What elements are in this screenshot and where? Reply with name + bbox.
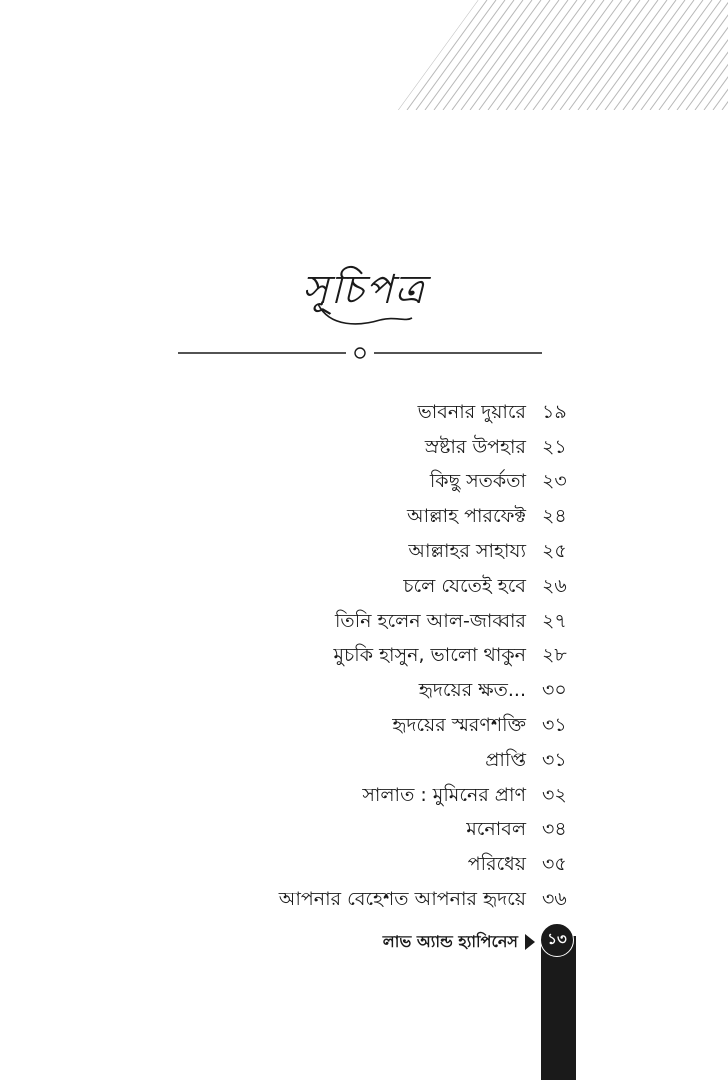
- hatch-line: [569, 0, 649, 110]
- title-divider: [178, 345, 542, 361]
- hatch-line: [524, 0, 604, 110]
- toc-entry[interactable]: [180, 534, 580, 569]
- toc-title: মনোবল: [466, 818, 526, 841]
- toc-page-number: ৩১: [542, 748, 567, 771]
- toc-page-number: ২৫: [542, 540, 567, 563]
- hatch-line: [596, 0, 676, 110]
- hatch-line: [380, 0, 460, 110]
- hatch-line: [416, 0, 496, 110]
- hatch-line: [551, 0, 631, 110]
- hatch-line: [605, 0, 685, 110]
- toc-title: হৃদয়ের স্মরণশক্তি: [392, 714, 526, 737]
- hatch-line: [434, 0, 514, 110]
- toc-title: হৃদয়ের ক্ষত...: [418, 679, 526, 702]
- page-number-badge: ১৩: [540, 923, 574, 957]
- play-arrow-icon: [524, 932, 536, 952]
- toc-page-number: ২১: [542, 435, 567, 458]
- toc-title: চলে যেতেই হবে: [403, 574, 526, 597]
- toc-page-number: ৩২: [542, 783, 567, 806]
- toc-entry[interactable]: [180, 395, 580, 430]
- hatch-line: [560, 0, 640, 110]
- hatch-line: [587, 0, 667, 110]
- toc-entry[interactable]: [180, 673, 580, 708]
- hatch-line: [623, 0, 703, 110]
- toc-title: আল্লাহ পারফেক্ট: [406, 505, 526, 528]
- hatch-line: [614, 0, 694, 110]
- toc-page-number: ৩৫: [542, 853, 567, 876]
- toc-entry[interactable]: [180, 569, 580, 604]
- toc-title: আপনার বেহেশত আপনার হৃদয়ে: [278, 888, 526, 911]
- hatch-line: [533, 0, 613, 110]
- page-title: সূচিপত্র: [302, 267, 426, 313]
- toc-title: পরিধেয়: [467, 853, 526, 876]
- title-swash-ornament: [300, 298, 430, 328]
- toc-entry[interactable]: [180, 813, 580, 848]
- hatch-line: [632, 0, 712, 110]
- hatch-line: [578, 0, 658, 110]
- page-edge-tab: [541, 936, 576, 1080]
- hatch-line: [407, 0, 487, 110]
- footer-book-title: লাভ অ্যান্ড হ্যাপিনেস: [382, 932, 518, 951]
- toc-entry[interactable]: [180, 499, 580, 534]
- toc-title: আল্লাহর সাহায্য: [408, 540, 526, 563]
- toc-entry[interactable]: [180, 847, 580, 882]
- toc-title: মুচকি হাসুন, ভালো থাকুন: [333, 644, 526, 667]
- toc-title: স্রষ্টার উপহার: [424, 435, 526, 458]
- toc-entry[interactable]: [180, 465, 580, 500]
- hatch-line: [677, 0, 728, 110]
- hatch-line: [479, 0, 559, 110]
- toc-title: তিনি হলেন আল-জাব্বার: [335, 609, 526, 632]
- toc-title: প্রাপ্তি: [485, 748, 526, 771]
- toc-entry[interactable]: [180, 708, 580, 743]
- toc-page-number: ২৮: [542, 644, 567, 667]
- hatch-line: [641, 0, 721, 110]
- hatch-line: [461, 0, 541, 110]
- toc-page-number: ২৪: [542, 505, 567, 528]
- toc-entry[interactable]: [180, 604, 580, 639]
- toc-page-number: ৩০: [542, 679, 567, 702]
- hatch-line: [515, 0, 595, 110]
- table-of-contents: [180, 395, 580, 917]
- toc-entry[interactable]: [180, 882, 580, 917]
- toc-page-number: ২৬: [542, 574, 567, 597]
- toc-entry[interactable]: [180, 778, 580, 813]
- hatch-line: [389, 0, 469, 110]
- toc-page-number: ২৭: [542, 609, 567, 632]
- hatch-line: [425, 0, 505, 110]
- toc-page-number: ৩১: [542, 714, 567, 737]
- corner-hatch-decoration: [0, 0, 728, 110]
- hatch-line: [542, 0, 622, 110]
- hatch-line: [506, 0, 586, 110]
- toc-page-number: ৩৪: [542, 818, 567, 841]
- toc-title: সালাত : মুমিনের প্রাণ: [362, 783, 526, 806]
- hatch-line: [470, 0, 550, 110]
- toc-entry[interactable]: [180, 639, 580, 674]
- toc-page-number: ৩৬: [542, 888, 567, 911]
- toc-title: ভাবনার দুয়ারে: [417, 400, 526, 423]
- hatch-line: [452, 0, 532, 110]
- toc-page-number: ১৯: [542, 400, 567, 423]
- toc-title: কিছু সতর্কতা: [429, 470, 526, 493]
- toc-page-number: ২৩: [542, 470, 567, 493]
- hatch-line: [398, 0, 478, 110]
- toc-entry[interactable]: [180, 743, 580, 778]
- hatch-line: [497, 0, 577, 110]
- hatch-line: [488, 0, 568, 110]
- hatch-line: [443, 0, 523, 110]
- toc-entry[interactable]: [180, 430, 580, 465]
